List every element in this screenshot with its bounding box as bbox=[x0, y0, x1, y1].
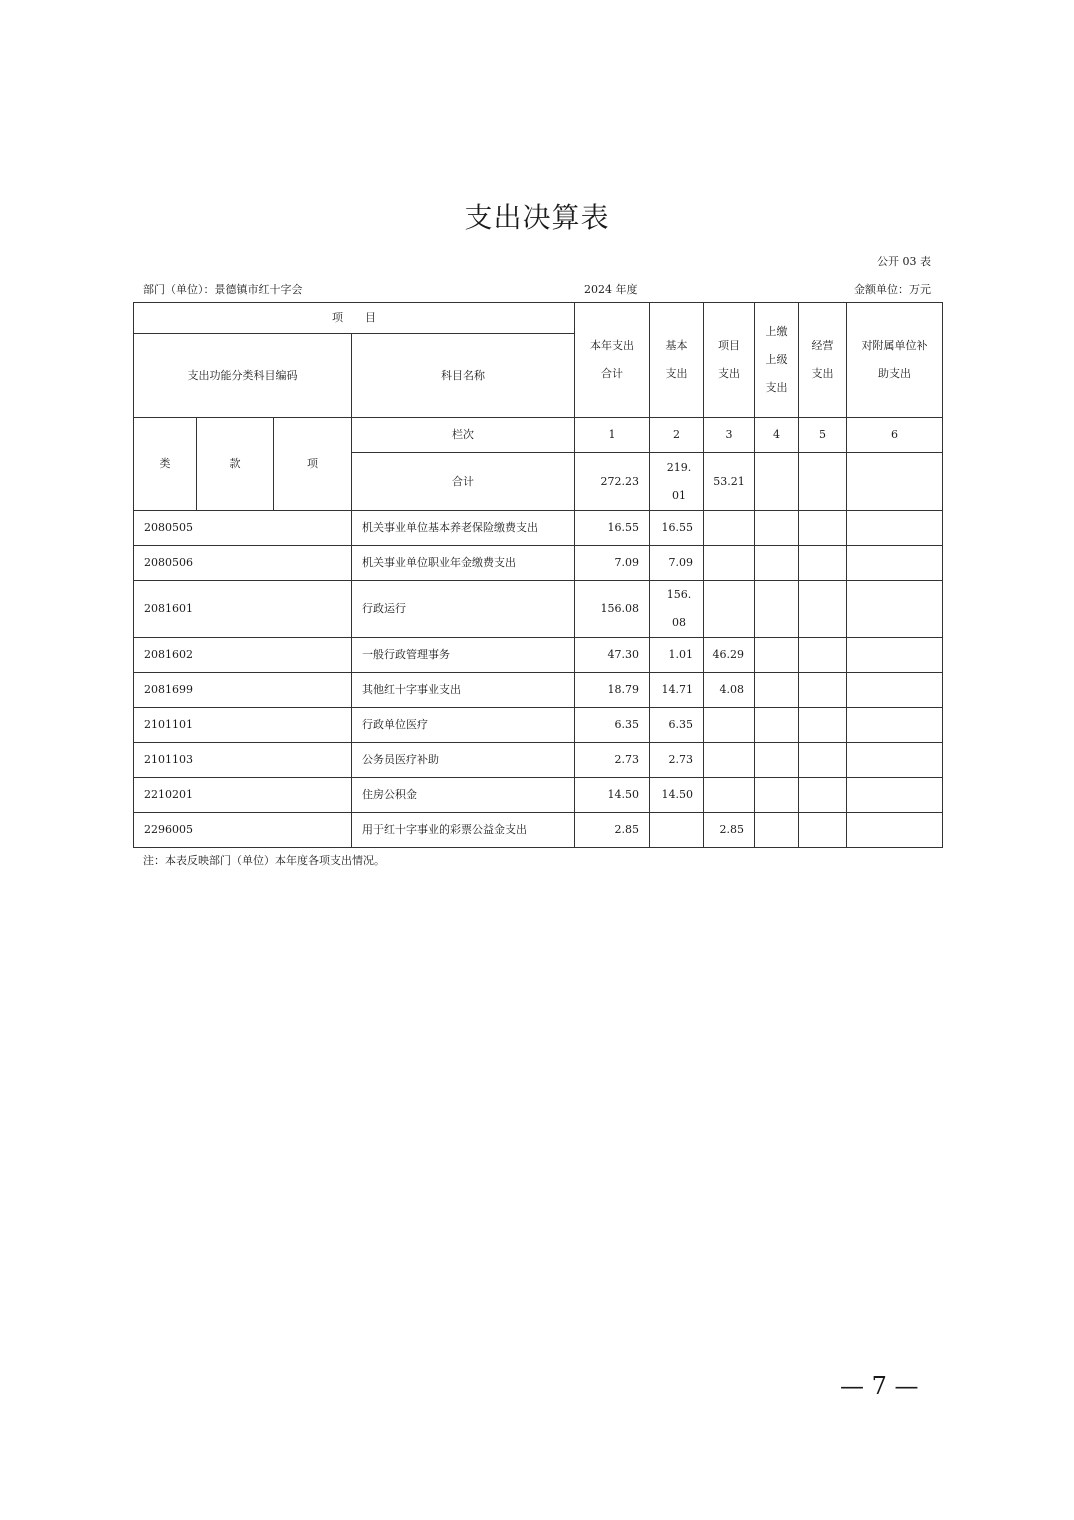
header-project: 项 目 bbox=[134, 303, 575, 334]
row-basic: 7.09 bbox=[650, 546, 704, 581]
row-subsidy bbox=[847, 743, 943, 778]
header-basic: 基本支出 bbox=[650, 303, 704, 418]
row-code: 2081601 bbox=[134, 581, 352, 638]
total-project: 53.21 bbox=[704, 453, 755, 511]
row-total: 16.55 bbox=[575, 511, 650, 546]
col-index: 3 bbox=[704, 418, 755, 453]
row-code: 2080506 bbox=[134, 546, 352, 581]
col-index: 6 bbox=[847, 418, 943, 453]
row-code: 2210201 bbox=[134, 778, 352, 813]
row-project bbox=[704, 511, 755, 546]
row-total: 14.50 bbox=[575, 778, 650, 813]
row-code: 2101103 bbox=[134, 743, 352, 778]
row-project bbox=[704, 546, 755, 581]
row-total: 2.73 bbox=[575, 743, 650, 778]
row-project bbox=[704, 743, 755, 778]
row-subsidy bbox=[847, 673, 943, 708]
header-project-expense: 项目支出 bbox=[704, 303, 755, 418]
total-subsidy bbox=[847, 453, 943, 511]
header-section: 款 bbox=[197, 418, 274, 511]
header-upper: 上缴上级支出 bbox=[755, 303, 799, 418]
row-name: 一般行政管理事务 bbox=[352, 638, 575, 673]
row-project: 46.29 bbox=[704, 638, 755, 673]
row-business bbox=[799, 743, 847, 778]
row-total: 6.35 bbox=[575, 708, 650, 743]
total-business bbox=[799, 453, 847, 511]
total-amount: 272.23 bbox=[575, 453, 650, 511]
header-subsidy: 对附属单位补助支出 bbox=[847, 303, 943, 418]
row-upper bbox=[755, 743, 799, 778]
row-basic: 1.01 bbox=[650, 638, 704, 673]
row-upper bbox=[755, 581, 799, 638]
row-business bbox=[799, 813, 847, 848]
col-index: 4 bbox=[755, 418, 799, 453]
row-business bbox=[799, 673, 847, 708]
row-basic: 14.50 bbox=[650, 778, 704, 813]
row-upper bbox=[755, 638, 799, 673]
row-index-label: 栏次 bbox=[352, 418, 575, 453]
row-subsidy bbox=[847, 511, 943, 546]
table-row bbox=[134, 511, 943, 546]
row-name: 住房公积金 bbox=[352, 778, 575, 813]
row-business bbox=[799, 778, 847, 813]
row-subsidy bbox=[847, 638, 943, 673]
total-basic: 219.01 bbox=[650, 453, 704, 511]
row-basic: 14.71 bbox=[650, 673, 704, 708]
row-basic: 6.35 bbox=[650, 708, 704, 743]
row-code: 2101101 bbox=[134, 708, 352, 743]
header-name: 科目名称 bbox=[352, 334, 575, 418]
row-project bbox=[704, 708, 755, 743]
row-code: 2081602 bbox=[134, 638, 352, 673]
page-number: — 7 — bbox=[840, 1372, 919, 1400]
row-project bbox=[704, 778, 755, 813]
table-row bbox=[134, 778, 943, 813]
total-upper bbox=[755, 453, 799, 511]
page-title: 支出决算表 bbox=[464, 201, 610, 234]
col-index: 2 bbox=[650, 418, 704, 453]
row-business bbox=[799, 546, 847, 581]
table-row bbox=[134, 581, 943, 638]
col-index: 1 bbox=[575, 418, 650, 453]
row-name: 行政运行 bbox=[352, 581, 575, 638]
row-upper bbox=[755, 708, 799, 743]
row-total: 156.08 bbox=[575, 581, 650, 638]
row-code: 2296005 bbox=[134, 813, 352, 848]
total-label: 合计 bbox=[352, 453, 575, 511]
row-business bbox=[799, 708, 847, 743]
row-total: 2.85 bbox=[575, 813, 650, 848]
row-upper bbox=[755, 813, 799, 848]
row-business bbox=[799, 581, 847, 638]
row-code: 2080505 bbox=[134, 511, 352, 546]
footnote: 注：本表反映部门（单位）本年度各项支出情况。 bbox=[143, 854, 385, 867]
row-business bbox=[799, 638, 847, 673]
row-project: 4.08 bbox=[704, 673, 755, 708]
row-name: 公务员医疗补助 bbox=[352, 743, 575, 778]
table-code: 公开 03 表 bbox=[877, 255, 931, 268]
header-category: 类 bbox=[134, 418, 197, 511]
row-name: 机关事业单位基本养老保险缴费支出 bbox=[352, 511, 575, 546]
row-subsidy bbox=[847, 708, 943, 743]
row-name: 其他红十字事业支出 bbox=[352, 673, 575, 708]
table-row bbox=[134, 546, 943, 581]
row-code: 2081699 bbox=[134, 673, 352, 708]
row-subsidy bbox=[847, 546, 943, 581]
row-total: 47.30 bbox=[575, 638, 650, 673]
header-code: 支出功能分类科目编码 bbox=[134, 334, 352, 418]
unit-label: 金额单位：万元 bbox=[854, 283, 931, 296]
row-business bbox=[799, 511, 847, 546]
header-total: 本年支出合计 bbox=[575, 303, 650, 418]
row-basic: 16.55 bbox=[650, 511, 704, 546]
table-row bbox=[134, 673, 943, 708]
col-index: 5 bbox=[799, 418, 847, 453]
table-row bbox=[134, 813, 943, 848]
row-total: 18.79 bbox=[575, 673, 650, 708]
table-row bbox=[134, 743, 943, 778]
table-row bbox=[134, 638, 943, 673]
row-project: 2.85 bbox=[704, 813, 755, 848]
row-upper bbox=[755, 673, 799, 708]
year-label: 2024 年度 bbox=[584, 283, 638, 296]
department-label: 部门（单位）：景德镇市红十字会 bbox=[143, 283, 303, 296]
row-name: 行政单位医疗 bbox=[352, 708, 575, 743]
row-subsidy bbox=[847, 778, 943, 813]
row-upper bbox=[755, 546, 799, 581]
header-item: 项 bbox=[274, 418, 352, 511]
row-name: 机关事业单位职业年金缴费支出 bbox=[352, 546, 575, 581]
row-basic: 2.73 bbox=[650, 743, 704, 778]
row-upper bbox=[755, 778, 799, 813]
row-name: 用于红十字事业的彩票公益金支出 bbox=[352, 813, 575, 848]
row-total: 7.09 bbox=[575, 546, 650, 581]
table-row bbox=[134, 708, 943, 743]
header-business: 经营支出 bbox=[799, 303, 847, 418]
row-subsidy bbox=[847, 813, 943, 848]
row-project bbox=[704, 581, 755, 638]
row-upper bbox=[755, 511, 799, 546]
expenditure-table bbox=[133, 302, 943, 848]
row-basic bbox=[650, 813, 704, 848]
row-basic: 156.08 bbox=[650, 581, 704, 638]
row-subsidy bbox=[847, 581, 943, 638]
